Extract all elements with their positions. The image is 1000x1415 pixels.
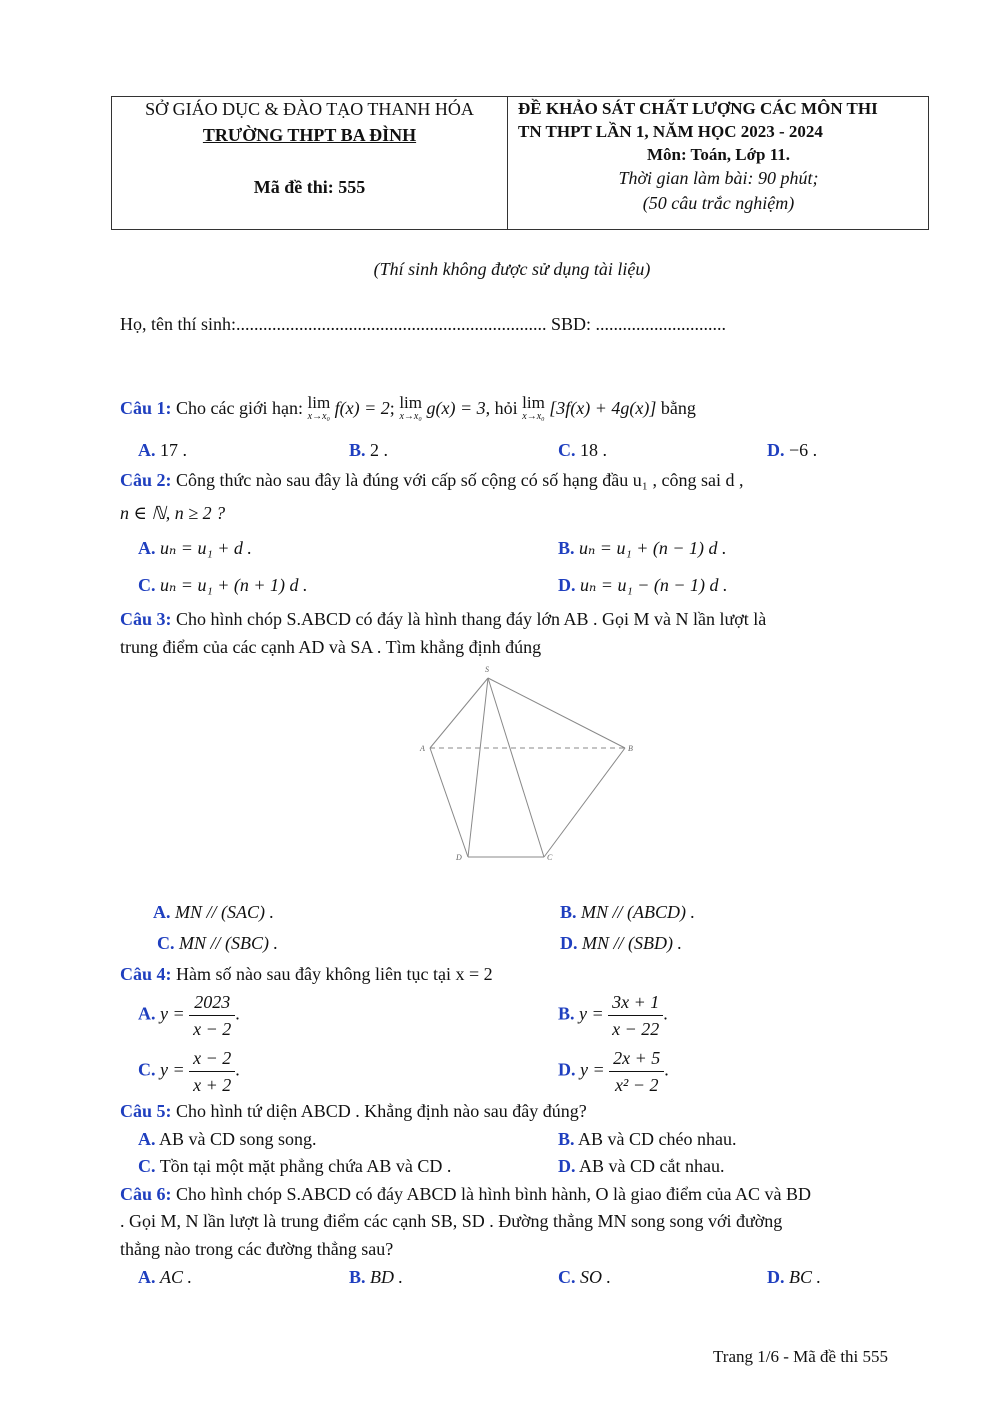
question-count: (50 câu trắc nghiệm) [642, 193, 795, 213]
exam-note: (Thí sinh không được sử dụng tài liệu) [373, 259, 651, 279]
page-footer: Trang 1/6 - Mã đề thi 555 [713, 1347, 889, 1366]
question-text-cont: thẳng nào trong các đường thẳng sau? [120, 1239, 394, 1259]
vertex-label-d: D [456, 853, 462, 862]
question-text: Cho hình chóp S.ABCD có đáy là hình thang đáy lớn AB . Gọi M và N lần lượt là [176, 609, 767, 629]
answer-option[interactable]: B. y = $\frac{3x + 1}{x - 22}$ . [558, 989, 668, 1042]
answer-option[interactable]: B. 2 . [349, 440, 389, 460]
pyramid-figure [410, 660, 650, 870]
answer-option[interactable]: A. MN // (SAC) . [153, 902, 274, 922]
subject-line: Môn: Toán, Lớp 11. [646, 145, 791, 164]
answer-option[interactable]: A. AC . [138, 1267, 193, 1287]
question-label: Câu 5: [120, 1101, 172, 1121]
answer-option[interactable]: D. MN // (SBD) . [560, 933, 682, 953]
answer-option[interactable]: B. AB và CD chéo nhau. [558, 1129, 737, 1149]
question-text: Cho hình tứ diện ABCD . Khẳng định nào sau đây đúng? [176, 1101, 587, 1121]
answer-option[interactable]: D. AB và CD cắt nhau. [558, 1156, 725, 1176]
answer-option[interactable]: D. −6 . [767, 440, 818, 460]
question-1: Câu 1: Cho các giới hạn: lim x→x₀ f(x) = 2; lim x→x₀ g(x) = 3, hỏi lim x→x₀ [3f(x) + 4g(x)] bằng [120, 393, 696, 422]
answer-option[interactable]: B. BD . [349, 1267, 404, 1287]
school-name: TRƯỜNG THPT BA ĐÌNH [202, 125, 417, 145]
answer-option[interactable]: D. uₙ = u₁ − (n − 1) d . [558, 575, 728, 595]
question-text: Cho hình chóp S.ABCD có đáy ABCD là hình bình hành, O là giao điểm của AC và BD [176, 1184, 811, 1204]
question-text: Cho các giới hạn: [176, 398, 303, 419]
time-line: Thời gian làm bài: 90 phút; [618, 168, 819, 188]
question-label: Câu 2: [120, 470, 172, 490]
question-6 [120, 1184, 811, 1205]
answer-option[interactable]: A. 17 . [138, 440, 187, 460]
question-text-cont: trung điểm của các cạnh AD và SA . Tìm khẳng định đúng [120, 637, 542, 657]
question-label: Câu 3: [120, 609, 172, 629]
answer-option[interactable]: A. y = $\frac{2023}{x - 2}$ . [138, 989, 240, 1042]
vertex-label-a: A [420, 744, 425, 753]
limit-expression: lim x→x₀ [522, 393, 545, 422]
vertex-label-c: C [547, 853, 553, 862]
limit-sum: [3f(x) + 4g(x)] [549, 398, 657, 419]
question-text: bằng [660, 398, 696, 419]
question-text: Công thức nào sau đây là đúng với cấp số cộng có số hạng đầu u₁ , công sai d , [176, 470, 744, 490]
answer-option[interactable]: C. y = $\frac{x - 2}{x + 2}$ . [138, 1045, 240, 1098]
exam-title-line2: TN THPT LẦN 1, NĂM HỌC 2023 - 2024 [518, 122, 823, 141]
exam-code: Mã đề thi: 555 [253, 177, 366, 197]
exam-header [111, 96, 929, 230]
answer-option[interactable]: D. BC . [767, 1267, 822, 1287]
answer-option[interactable]: B. uₙ = u₁ + (n − 1) d . [558, 538, 727, 558]
question-label: Câu 6: [120, 1184, 172, 1204]
question-2 [120, 470, 743, 491]
question-4 [120, 964, 493, 985]
answer-option[interactable]: D. y = $\frac{2x + 5}{\text{x² − 2}}$ . [558, 1045, 669, 1098]
exam-title-line1: ĐỀ KHẢO SÁT CHẤT LƯỢNG CÁC MÔN THI [518, 99, 878, 118]
question-5 [120, 1101, 587, 1122]
question-text-cont: n ∈ ℕ, n ≥ 2 ? [120, 503, 226, 523]
question-label: Câu 4: [120, 964, 172, 984]
question-text: Hàm số nào sau đây không liên tục tại x = 2 [176, 964, 493, 984]
question-text: , hỏi [485, 398, 518, 419]
limit-f: f(x) = 2 [334, 398, 390, 419]
limit-expression: lim x→x₀ [399, 393, 422, 422]
answer-option[interactable]: A. AB và CD song song. [138, 1129, 317, 1149]
question-label: Câu 1: [120, 398, 172, 419]
student-info-line: Họ, tên thí sinh:..................................................................... SBD: ............................. [120, 314, 727, 334]
department-name: SỞ GIÁO DỤC & ĐÀO TẠO THANH HÓA [145, 99, 474, 119]
vertex-label-s: S [485, 665, 489, 674]
limit-expression: lim x→x₀ [307, 393, 331, 422]
answer-option[interactable]: A. uₙ = u₁ + d . [138, 538, 252, 558]
question-3 [120, 609, 766, 630]
answer-option[interactable]: C. SO . [558, 1267, 611, 1287]
answer-option[interactable]: B. MN // (ABCD) . [560, 902, 696, 922]
question-text-cont: . Gọi M, N lần lượt là trung điểm các cạnh SB, SD . Đường thẳng MN song song với đường [120, 1211, 783, 1231]
answer-option[interactable]: C. uₙ = u₁ + (n + 1) d . [138, 575, 308, 595]
answer-option[interactable]: C. Tồn tại một mặt phẳng chứa AB và CD . [138, 1156, 452, 1176]
answer-option[interactable]: C. 18 . [558, 440, 607, 460]
limit-g: g(x) = 3 [426, 398, 486, 419]
answer-option[interactable]: C. MN // (SBC) . [157, 933, 278, 953]
vertex-label-b: B [628, 744, 633, 753]
